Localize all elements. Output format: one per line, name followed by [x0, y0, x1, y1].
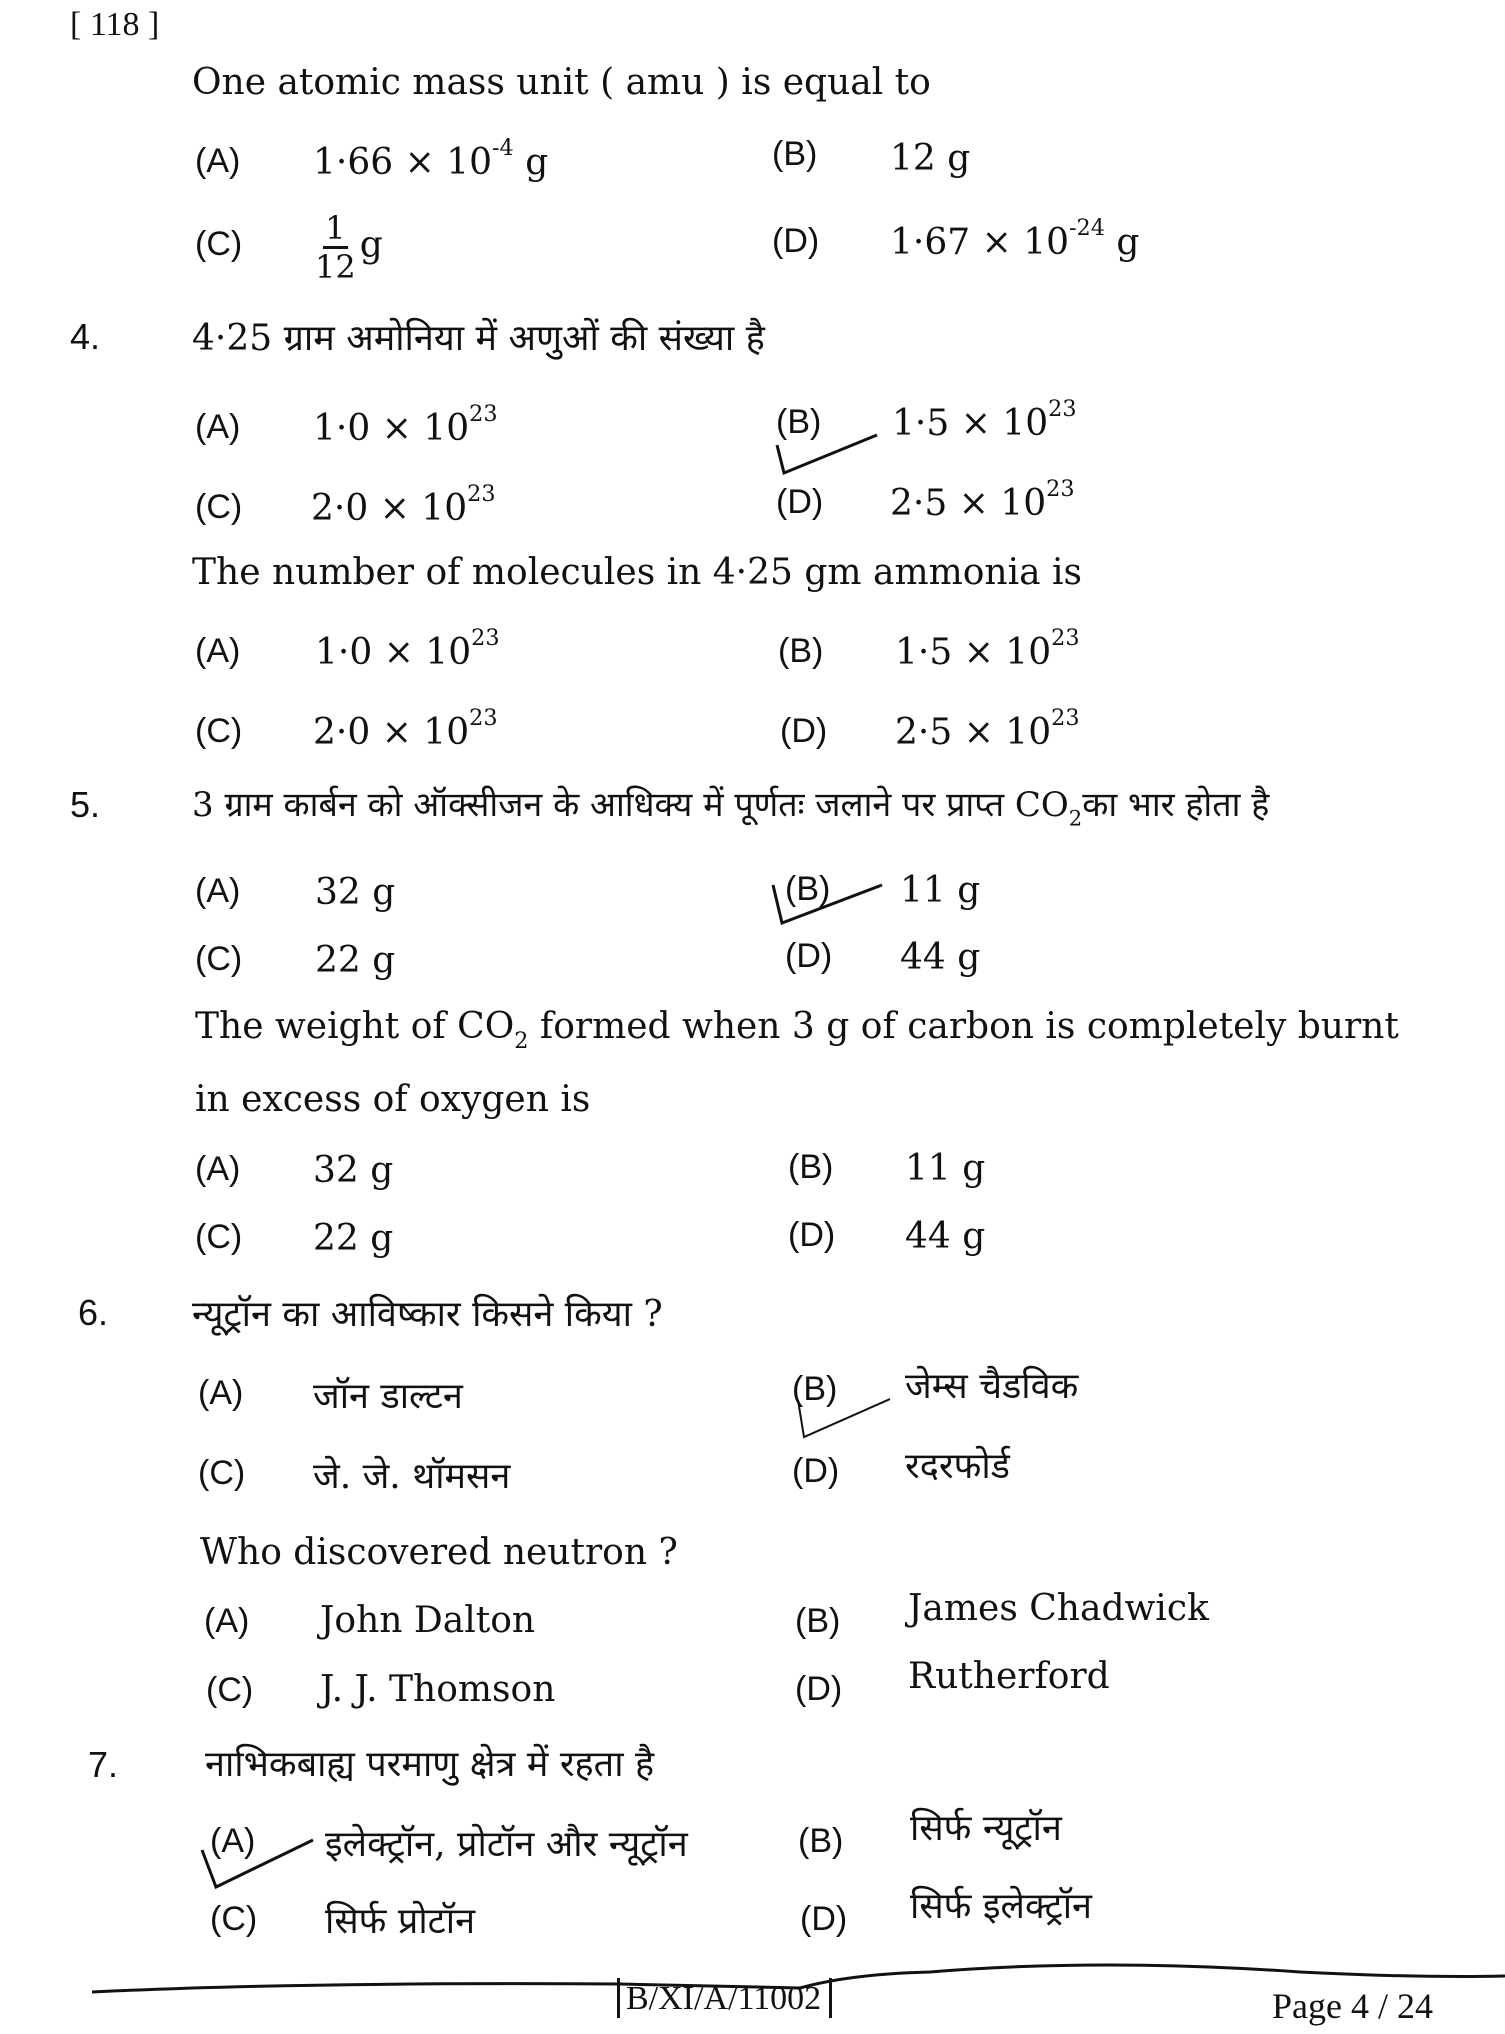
q5-hindi-option-c-label: (C)	[195, 940, 243, 978]
q7-option-a-value: इलेक्ट्रॉन, प्रोटॉन और न्यूट्रॉन	[325, 1824, 688, 1865]
question-4-number: 4.	[70, 316, 101, 357]
q6-hindi-option-c-value: जे. जे. थॉमसन	[313, 1456, 511, 1497]
page-header-number: [ 118 ]	[70, 6, 160, 43]
q6-hindi-option-d-label: (D)	[792, 1452, 840, 1490]
q5-hindi-option-a-value: 32 g	[315, 872, 396, 913]
q3-option-d-value: $1\cdot 67 \times 10^{-24}$ g	[890, 215, 1140, 263]
q6-english-option-d-label: (D)	[795, 1670, 843, 1708]
q6-english-option-a-value: John Dalton	[320, 1600, 536, 1641]
q5-english-option-a-label: (A)	[195, 1150, 241, 1188]
q3-option-c-value: $\frac{1}{12}$ g	[315, 209, 383, 286]
q4-english-option-b-value: $1\cdot 5 \times 10^{23}$	[895, 625, 1080, 673]
q6-hindi-option-d-value: रदरफोर्ड	[905, 1446, 1010, 1487]
q4-english-option-c-label: (C)	[195, 712, 243, 750]
footer-page-number: Page 4 / 24	[1272, 1986, 1433, 2026]
question-5-number: 5.	[70, 784, 101, 825]
q3-option-c-label: (C)	[195, 225, 243, 263]
q3-option-d-label: (D)	[772, 222, 820, 260]
q5-hindi-option-d-label: (D)	[785, 937, 833, 975]
q5-english-option-b-value: 11 g	[905, 1148, 986, 1189]
q5-english-option-c-label: (C)	[195, 1218, 243, 1256]
question-3-english-text: One atomic mass unit ( amu ) is equal to	[192, 62, 931, 103]
q4-hindi-option-d-value: $2\cdot 5 \times 10^{23}$	[890, 476, 1075, 524]
q5-hindi-option-a-label: (A)	[195, 872, 241, 910]
answer-tick-mark-icon	[790, 1395, 900, 1445]
q6-english-option-d-value: Rutherford	[908, 1656, 1110, 1697]
answer-tick-mark-icon	[772, 425, 882, 485]
q4-english-option-d-label: (D)	[780, 712, 828, 750]
q7-option-c-value: सिर्फ प्रोटॉन	[325, 1901, 476, 1942]
q5-english-option-c-value: 22 g	[313, 1218, 394, 1259]
question-4-hindi-text: 4·25 ग्राम अमोनिया में अणुओं की संख्या है	[192, 318, 765, 359]
q7-option-c-label: (C)	[210, 1900, 258, 1938]
question-6-english-text: Who discovered neutron ?	[200, 1532, 678, 1573]
q4-hindi-option-c-label: (C)	[195, 488, 243, 526]
question-4-english-text: The number of molecules in 4·25 gm ammonia is	[192, 552, 1082, 593]
q4-hindi-option-a-value: $1\cdot 0 \times 10^{23}$	[313, 401, 498, 449]
question-6-number: 6.	[78, 1292, 109, 1333]
q6-hindi-option-b-value: जेम्स चैडविक	[905, 1366, 1079, 1407]
q5-english-option-a-value: 32 g	[313, 1150, 394, 1191]
q4-english-option-d-value: $2\cdot 5 \times 10^{23}$	[895, 705, 1080, 753]
q6-english-option-c-label: (C)	[206, 1671, 254, 1709]
answer-tick-mark-icon	[770, 875, 885, 935]
q5-hindi-option-b-label: (B)	[785, 870, 831, 908]
q4-hindi-option-c-value: $2\cdot 0 \times 10^{23}$	[311, 481, 496, 529]
q4-hindi-option-b-label: (B)	[776, 403, 822, 441]
question-7-number: 7.	[88, 1744, 119, 1785]
q3-option-b-value: 12 g	[890, 138, 971, 179]
question-5-hindi-text: 3 ग्राम कार्बन को ऑक्सीजन के आधिक्य में पूर्णतः जलाने पर प्राप्त $CO_2का$ भार होता है	[192, 785, 1270, 831]
q7-option-d-value: सिर्फ इलेक्ट्रॉन	[910, 1886, 1093, 1927]
q4-hindi-option-d-label: (D)	[776, 483, 824, 521]
q7-option-b-value: सिर्फ न्यूट्रॉन	[910, 1808, 1062, 1849]
footer-paper-code: B/XI/A/11002	[617, 1978, 832, 2018]
q5-english-option-d-label: (D)	[788, 1216, 836, 1254]
q4-english-option-b-label: (B)	[778, 632, 824, 670]
question-7-hindi-text: नाभिकबाह्य परमाणु क्षेत्र में रहता है	[205, 1744, 655, 1785]
question-6-hindi-text: न्यूट्रॉन का आविष्कार किसने किया ?	[192, 1294, 663, 1335]
q4-hindi-option-b-value: $1\cdot 5 \times 10^{23}$	[892, 396, 1077, 444]
q4-english-option-a-label: (A)	[195, 632, 241, 670]
q6-english-option-c-value: J. J. Thomson	[320, 1669, 556, 1710]
q3-option-a-label: (A)	[195, 142, 241, 180]
q7-option-a-label: (A)	[210, 1822, 256, 1860]
q7-option-d-label: (D)	[800, 1900, 848, 1938]
q5-hindi-option-c-value: 22 g	[315, 940, 396, 981]
q5-english-option-d-value: 44 g	[905, 1216, 986, 1257]
q4-hindi-option-a-label: (A)	[195, 408, 241, 446]
question-5-english-text-line2: in excess of oxygen is	[195, 1079, 591, 1120]
q6-hindi-option-a-label: (A)	[198, 1374, 244, 1412]
q3-option-b-label: (B)	[772, 135, 818, 173]
answer-tick-mark-icon	[198, 1832, 318, 1892]
question-5-english-text: The weight of $CO_2$ formed when 3 g of carbon is completely burnt	[195, 1006, 1399, 1055]
q6-english-option-b-value: James Chadwick	[908, 1588, 1209, 1629]
q6-hindi-option-c-label: (C)	[198, 1454, 246, 1492]
q5-hindi-option-d-value: 44 g	[900, 937, 981, 978]
q5-english-option-b-label: (B)	[788, 1148, 834, 1186]
q6-english-option-b-label: (B)	[795, 1602, 841, 1640]
q3-option-a-value: $1\cdot 66 \times 10^{-4}$ g	[313, 135, 549, 183]
q6-hindi-option-b-label: (B)	[792, 1370, 838, 1408]
q7-option-b-label: (B)	[798, 1822, 844, 1860]
q4-english-option-c-value: $2\cdot 0 \times 10^{23}$	[313, 705, 498, 753]
q5-hindi-option-b-value: 11 g	[900, 870, 981, 911]
q6-hindi-option-a-value: जॉन डाल्टन	[313, 1376, 463, 1417]
q6-english-option-a-label: (A)	[204, 1602, 250, 1640]
q4-english-option-a-value: $1\cdot 0 \times 10^{23}$	[315, 625, 500, 673]
